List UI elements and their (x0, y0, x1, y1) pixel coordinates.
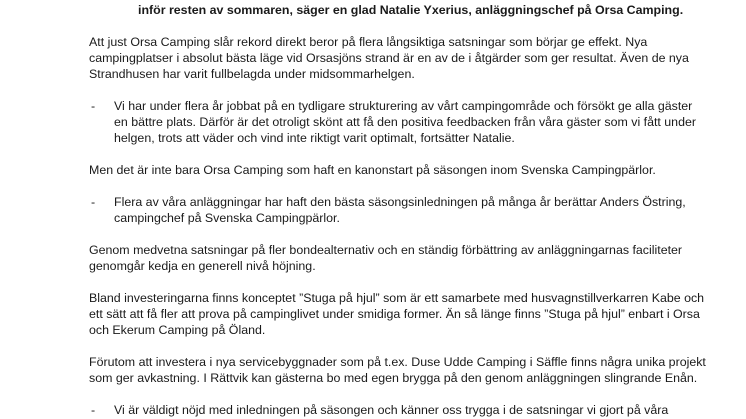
paragraph-line: Men det är inte bara Orsa Camping som haft en kanonstart på säsongen inom Svenska Campingpärlor. (89, 163, 656, 177)
paragraph-line: Strandhusen har varit fullbelagda under midsommarhelgen. (89, 67, 415, 81)
quote-line: Vi är väldigt nöjd med inledningen på säsongen och känner oss trygga i de satsningar vi gjort på våra (114, 403, 669, 417)
quote-line: Flera av våra anläggningar har haft den bästa säsongsinledningen på många år berättar Anders Östring, (114, 195, 686, 209)
quote-dash: - (91, 195, 96, 209)
paragraph-line: ett sätt att få fler att prova på campinglivet under smidiga former. Än så länge finns ”Stuga på hjul” enbart i Orsa (89, 307, 700, 321)
quote-line: helgen, trots att väder och vind inte riktigt varit optimalt, fortsätter Natalie. (114, 131, 515, 145)
paragraph-line: som ger avkastning. I Rättvik kan gästerna bo med egen brygga på den genom anläggningen slingrande Enån. (89, 371, 698, 385)
paragraph-line: Genom medvetna satsningar på fler bondealternativ och en ständig förbättring av anläggningarnas faciliteter (89, 243, 683, 257)
paragraph-line: och Ekerum Camping på Öland. (89, 323, 266, 337)
paragraph-line: Bland investeringarna finns konceptet ”Stuga på hjul” som är ett samarbete med husvagnstillverkarren Kabe och (89, 291, 705, 305)
quote-line: campingchef på Svenska Campingpärlor. (114, 211, 340, 225)
lead-text: inför resten av sommaren, säger en glad Natalie Yxerius, anläggningschef på Orsa Camping. (138, 3, 684, 17)
paragraph-line: Att just Orsa Camping slår rekord direkt beror på flera långsiktiga satsningar som börjar ge effekt. Nya (89, 35, 648, 49)
quote-dash: - (91, 99, 96, 113)
quote-dash: - (91, 403, 96, 417)
quote-line: Vi har under flera år jobbat på en tydligare strukturering av vårt campingområde och försökt ge alla gäster (114, 99, 693, 113)
quote-line: en bättre plats. Därför är det otroligt skönt att få den positiva feedbacken från våra gäster som vi fått under (114, 115, 696, 129)
paragraph-line: campingplatser i absolut bästa läge vid Orsasjöns strand är en av de i åtgärder som ger resultat. Även de nya (89, 51, 689, 65)
paragraph-line: Förutom att investera i nya servicebyggnader som på t.ex. Duse Udde Camping i Säffle finns några unika projekt (89, 355, 706, 369)
paragraph-line: genomgår kedja en generell nivå höjning. (89, 259, 316, 273)
